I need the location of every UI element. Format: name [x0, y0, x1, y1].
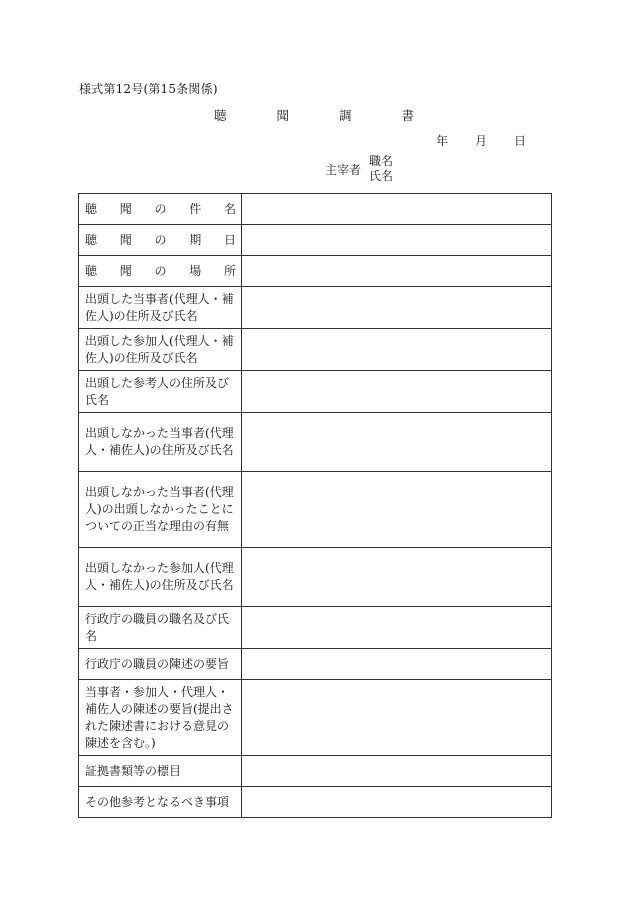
- title-char: 調: [338, 108, 352, 123]
- document-title: [214, 106, 414, 124]
- presider-name-label: 氏名: [369, 169, 394, 183]
- label-char: 日: [223, 232, 236, 247]
- table-row: [79, 256, 552, 287]
- date-line: [436, 132, 526, 149]
- table-row: [79, 649, 552, 680]
- row-value-absent-party[interactable]: [242, 413, 552, 472]
- label-char: 所: [223, 263, 236, 278]
- presider-position-label: 職名: [369, 154, 394, 168]
- date-month-label: 月: [474, 134, 487, 148]
- label-char: 聞: [119, 201, 132, 216]
- label-char: 聴: [85, 201, 98, 216]
- label-char: の: [154, 201, 167, 216]
- table-row: [79, 225, 552, 256]
- row-label-appeared-participant: 出頭した参加人(代理人・補佐人)の住所及び氏名: [79, 329, 242, 371]
- title-char: 聴: [214, 108, 227, 123]
- presider-block: [325, 154, 393, 184]
- table-row: [79, 287, 552, 329]
- row-value-absent-participant[interactable]: [242, 548, 552, 607]
- row-label-evidence-list: 証拠書類等の標目: [79, 756, 242, 787]
- title-char: 書: [401, 108, 414, 123]
- row-label-hearing-subject: [79, 194, 242, 225]
- label-char: の: [154, 263, 167, 278]
- date-day-label: 日: [513, 134, 526, 148]
- table-row: [79, 194, 552, 225]
- row-value-appeared-witness[interactable]: [242, 371, 552, 413]
- label-char: 聴: [85, 232, 98, 247]
- title-char: 聞: [276, 108, 289, 123]
- row-value-absence-reason[interactable]: [242, 472, 552, 548]
- row-value-evidence-list[interactable]: [242, 756, 552, 787]
- row-label-hearing-place: [79, 256, 242, 287]
- table-row: [79, 413, 552, 472]
- date-year-label: 年: [436, 134, 449, 148]
- table-row: [79, 787, 552, 818]
- table-row: [79, 329, 552, 371]
- table-row: [79, 548, 552, 607]
- table-row: [79, 607, 552, 649]
- label-char: 聴: [85, 263, 98, 278]
- presider-role-label: 主宰者: [325, 162, 362, 177]
- label-char: 聞: [119, 232, 132, 247]
- row-value-parties-statement[interactable]: [242, 680, 552, 756]
- row-label-absent-party: 出頭しなかった当事者(代理人・補佐人)の住所及び氏名: [79, 413, 242, 472]
- row-value-appeared-party[interactable]: [242, 287, 552, 329]
- label-char: 期: [189, 232, 202, 247]
- row-value-hearing-subject[interactable]: [242, 194, 552, 225]
- row-value-appeared-participant[interactable]: [242, 329, 552, 371]
- form-number: 様式第12号(第15条関係): [79, 82, 218, 96]
- row-value-official-statement[interactable]: [242, 649, 552, 680]
- table-row: [79, 472, 552, 548]
- label-char: 聞: [119, 263, 132, 278]
- row-value-other-notes[interactable]: [242, 787, 552, 818]
- hearing-record-table: [78, 193, 552, 818]
- row-label-absence-reason: 出頭しなかった当事者(代理人)の出頭しなかったことについての正当な理由の有無: [79, 472, 242, 548]
- label-char: の: [154, 232, 167, 247]
- row-value-hearing-place[interactable]: [242, 256, 552, 287]
- row-label-hearing-date: [79, 225, 242, 256]
- row-label-appeared-party: 出頭した当事者(代理人・補佐人)の住所及び氏名: [79, 287, 242, 329]
- label-char: 名: [223, 201, 236, 216]
- table-row: [79, 371, 552, 413]
- label-char: 件: [189, 201, 202, 216]
- row-label-parties-statement: 当事者・参加人・代理人・補佐人の陳述の要旨(提出された陳述書における意見の陳述を含む。): [79, 680, 242, 756]
- row-value-official-name[interactable]: [242, 607, 552, 649]
- row-value-hearing-date[interactable]: [242, 225, 552, 256]
- row-label-appeared-witness: 出頭した参考人の住所及び氏名: [79, 371, 242, 413]
- label-char: 場: [189, 263, 202, 278]
- row-label-other-notes: その他参考となるべき事項: [79, 787, 242, 818]
- row-label-official-name: 行政庁の職員の職名及び氏名: [79, 607, 242, 649]
- row-label-absent-participant: 出頭しなかった参加人(代理人・補佐人)の住所及び氏名: [79, 548, 242, 607]
- row-label-official-statement: 行政庁の職員の陳述の要旨: [79, 649, 242, 680]
- table-row: [79, 680, 552, 756]
- table-row: [79, 756, 552, 787]
